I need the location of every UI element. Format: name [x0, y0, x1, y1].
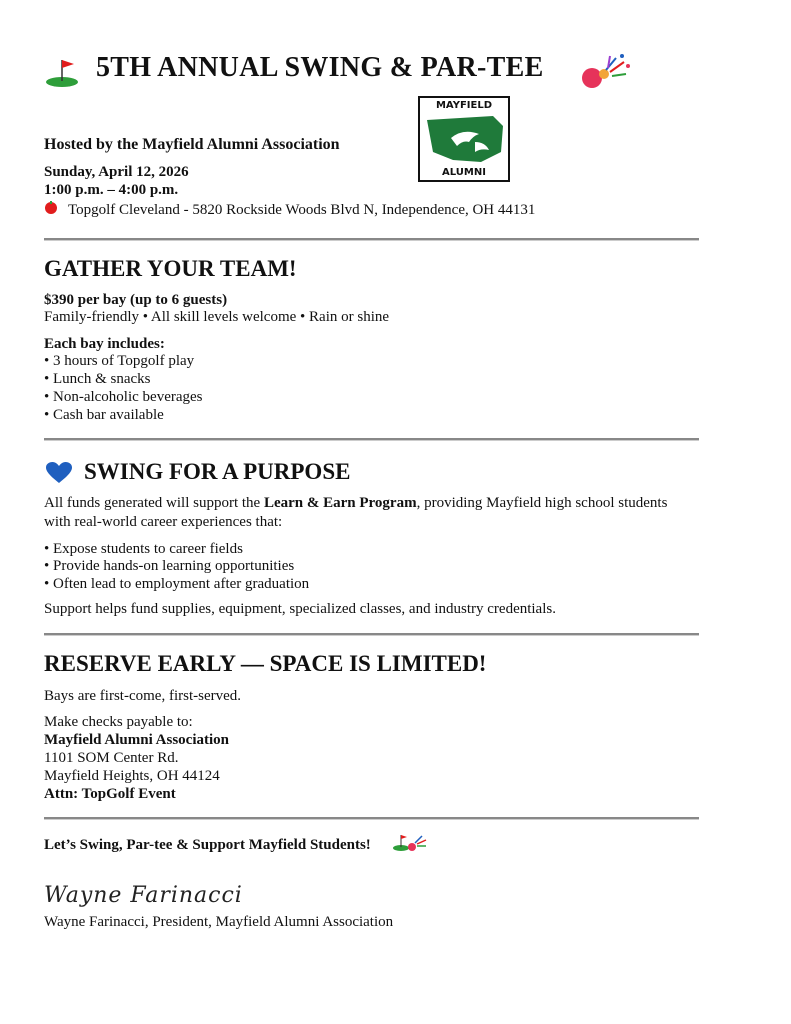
divider — [44, 817, 699, 819]
checks-label: Make checks payable to: — [44, 714, 193, 730]
signature: Wayne Farinacci — [44, 883, 243, 908]
attn: Attn: TopGolf Event — [44, 786, 176, 802]
hosted-by: Hosted by the Mayfield Alumni Association — [44, 136, 340, 153]
golf-party-icon — [392, 832, 428, 859]
page-title: 5TH ANNUAL SWING & PAR-TEE — [96, 52, 544, 83]
reserve-heading: RESERVE EARLY — SPACE IS LIMITED! — [44, 651, 487, 676]
program-name: Learn & Earn Program — [263, 495, 417, 511]
city: Mayfield Heights, OH 44124 — [44, 768, 220, 784]
street: 1101 SOM Center Rd. — [44, 750, 179, 766]
purpose-heading: SWING FOR A PURPOSE — [84, 459, 351, 484]
signer-name: Wayne Farinacci, President, Mayfield Alumni Association — [44, 914, 394, 930]
mayfield-alumni-logo — [418, 96, 510, 182]
location-pin-icon — [44, 201, 58, 220]
list-item: • Often lead to employment after graduation — [44, 576, 310, 592]
wildcat-icon — [423, 112, 507, 168]
list-item: • 3 hours of Topgolf play — [44, 353, 195, 369]
bay-price: $390 per bay (up to 6 guests) — [44, 292, 228, 308]
support-text: Support helps fund supplies, equipment, specialized classes, and industry credentials. — [44, 601, 556, 617]
list-item: • Non-alcoholic beverages — [44, 389, 203, 405]
payee: Mayfield Alumni Association — [44, 732, 230, 748]
list-item: • Provide hands-on learning opportunities — [44, 558, 295, 574]
party-ball-icon — [580, 52, 632, 97]
divider — [44, 633, 699, 635]
reserve-note: Bays are first-come, first-served. — [44, 688, 242, 704]
logo-bottom-text: ALUMNI — [442, 167, 486, 178]
bay-features: Family-friendly • All skill levels welcome • Rain or shine — [44, 309, 390, 325]
event-date: Sunday, April 12, 2026 — [44, 164, 189, 180]
event-location — [44, 201, 535, 220]
purpose-intro: All funds generated will support the Learn & Earn Program, providing Mayfield high school students with real-world career experiences that: — [44, 495, 668, 530]
logo-top-text: MAYFIELD — [435, 100, 493, 111]
tagline: Let’s Swing, Par-tee & Support Mayfield Students! — [44, 837, 371, 853]
includes-heading: Each bay includes: — [44, 336, 165, 352]
divider — [44, 238, 699, 240]
list-item: • Expose students to career fields — [44, 541, 243, 557]
event-time: 1:00 p.m. – 4:00 p.m. — [44, 182, 179, 198]
list-item: • Lunch & snacks — [44, 371, 151, 387]
golf-flag-icon — [44, 56, 84, 93]
location-text: Topgolf Cleveland - 5820 Rockside Woods Blvd N, Independence, OH 44131 — [68, 202, 536, 218]
heart-icon — [46, 462, 72, 489]
divider — [44, 438, 699, 440]
team-heading: GATHER YOUR TEAM! — [44, 256, 297, 281]
list-item: • Cash bar available — [44, 407, 164, 423]
